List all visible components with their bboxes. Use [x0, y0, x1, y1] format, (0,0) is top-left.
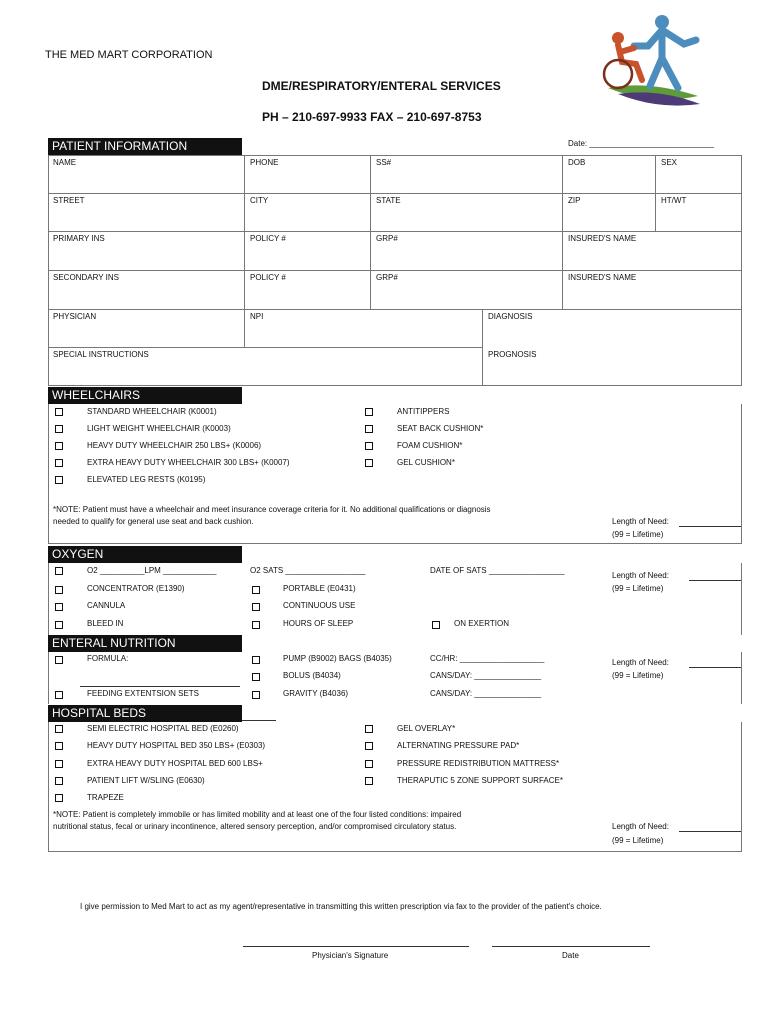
contact-line: PH – 210-697-9933 FAX – 210-697-8753 — [262, 110, 482, 124]
enteral-lifetime-note: (99 = Lifetime) — [612, 671, 664, 680]
wc-note-line1: *NOTE: Patient must have a wheelchair and meet insurance coverage criteria for it. No additional qualifications or diagnosis — [53, 505, 491, 514]
wc-leg-rests-label: ELEVATED LEG RESTS (K0195) — [87, 475, 206, 484]
o2-lpm-field[interactable]: O2 __________LPM ____________ — [87, 566, 217, 575]
dob-field[interactable]: DOB — [568, 158, 586, 167]
o2-exertion-checkbox[interactable] — [432, 621, 440, 629]
o2-sleep-label: HOURS OF SLEEP — [283, 619, 354, 628]
enteral-cans1-field[interactable]: CANS/DAY: _______________ — [430, 671, 542, 680]
wc-leg-rests-checkbox[interactable] — [55, 476, 63, 484]
signature-line[interactable] — [243, 946, 469, 947]
wc-standard-label: STANDARD WHEELCHAIR (K0001) — [87, 407, 217, 416]
beds-note-line1: *NOTE: Patient is completely immobile or has limited mobility and at least one of the four listed conditions: impaired — [53, 810, 462, 819]
o2-concentrator-label: CONCENTRATOR (E1390) — [87, 584, 185, 593]
wc-lifetime-note: (99 = Lifetime) — [612, 530, 664, 539]
bed-extra-heavy-label: EXTRA HEAVY DUTY HOSPITAL BED 600 LBS+ — [87, 759, 263, 768]
services-title: DME/RESPIRATORY/ENTERAL SERVICES — [262, 79, 501, 93]
primary-grp-field[interactable]: GRP# — [376, 234, 398, 243]
o2-bleed-label: BLEED IN — [87, 619, 124, 628]
enteral-cchr-field[interactable]: CC/HR: ___________________ — [430, 654, 545, 663]
bed-pressure-mattress-checkbox[interactable] — [365, 760, 373, 768]
wc-length-of-need: Length of Need: — [612, 517, 669, 526]
wc-gel-checkbox[interactable] — [365, 459, 373, 467]
diagnosis-field[interactable]: DIAGNOSIS — [488, 312, 533, 321]
special-instructions-field[interactable]: SPECIAL INSTRUCTIONS — [53, 350, 149, 359]
bed-semi-electric-label: SEMI ELECTRIC HOSPITAL BED (E0260) — [87, 724, 239, 733]
o2-bleed-checkbox[interactable] — [55, 621, 63, 629]
o2-continuous-checkbox[interactable] — [252, 603, 260, 611]
o2-cannula-label: CANNULA — [87, 601, 126, 610]
bed-trapeze-checkbox[interactable] — [55, 794, 63, 802]
enteral-formula-input[interactable] — [80, 686, 240, 687]
o2-exertion-label: ON EXERTION — [454, 619, 509, 628]
secondary-policy-field[interactable]: POLICY # — [250, 273, 286, 282]
wc-seat-back-checkbox[interactable] — [365, 425, 373, 433]
bed-alt-pressure-label: ALTERNATING PRESSURE PAD* — [397, 741, 520, 750]
o2-lpm-checkbox[interactable] — [55, 567, 63, 575]
wc-light-checkbox[interactable] — [55, 425, 63, 433]
o2-cannula-checkbox[interactable] — [55, 603, 63, 611]
o2-concentrator-checkbox[interactable] — [55, 586, 63, 594]
wc-heavy-label: HEAVY DUTY WHEELCHAIR 250 LBS+ (K0006) — [87, 441, 262, 450]
o2-length-input[interactable] — [689, 580, 741, 581]
primary-ins-field[interactable]: PRIMARY INS — [53, 234, 105, 243]
permission-statement: I give permission to Med Mart to act as my agent/representative in transmitting this written prescription via fax to the provider of the patient's choice. — [80, 902, 602, 911]
bed-5-zone-checkbox[interactable] — [365, 777, 373, 785]
beds-lifetime-note: (99 = Lifetime) — [612, 836, 664, 845]
zip-field[interactable]: ZIP — [568, 196, 581, 205]
wc-note-line2: needed to qualify for general use seat and back cushion. — [53, 517, 254, 526]
wc-standard-checkbox[interactable] — [55, 408, 63, 416]
enteral-feeding-checkbox[interactable] — [55, 691, 63, 699]
form-date-field[interactable]: Date: ____________________________ — [568, 139, 714, 148]
enteral-cans2-field[interactable]: CANS/DAY: _______________ — [430, 689, 542, 698]
enteral-gravity-label: GRAVITY (B4036) — [283, 689, 349, 698]
enteral-pump-checkbox[interactable] — [252, 656, 260, 664]
name-field[interactable]: NAME — [53, 158, 77, 167]
wc-light-label: LIGHT WEIGHT WHEELCHAIR (K0003) — [87, 424, 231, 433]
o2-sleep-checkbox[interactable] — [252, 621, 260, 629]
beds-note-line2: nutritional status, fecal or urinary incontinence, altered sensory perception, and/or compromised circulatory status. — [53, 822, 457, 831]
secondary-ins-field[interactable]: SECONDARY INS — [53, 273, 119, 282]
enteral-formula-checkbox[interactable] — [55, 656, 63, 664]
beds-length-of-need: Length of Need: — [612, 822, 669, 831]
enteral-feeding-label: FEEDING EXTENTSION SETS — [87, 689, 200, 698]
street-field[interactable]: STREET — [53, 196, 85, 205]
state-field[interactable]: STATE — [376, 196, 401, 205]
physician-field[interactable]: PHYSICIAN — [53, 312, 97, 321]
enteral-length-input[interactable] — [689, 667, 741, 668]
prognosis-field[interactable]: PROGNOSIS — [488, 350, 537, 359]
enteral-length-of-need: Length of Need: — [612, 658, 669, 667]
o2-continuous-label: CONTINUOUS USE — [283, 601, 356, 610]
wc-extra-heavy-checkbox[interactable] — [55, 459, 63, 467]
bed-gel-overlay-checkbox[interactable] — [365, 725, 373, 733]
o2-lifetime-note: (99 = Lifetime) — [612, 584, 664, 593]
bed-trapeze-label: TRAPEZE — [87, 793, 124, 802]
signature-label: Physician's Signature — [312, 951, 389, 960]
bed-semi-electric-checkbox[interactable] — [55, 725, 63, 733]
wc-gel-label: GEL CUSHION* — [397, 458, 455, 467]
wc-antitippers-label: ANTITIPPERS — [397, 407, 450, 416]
wheelchairs-header: WHEELCHAIRS — [48, 387, 242, 404]
bed-heavy-checkbox[interactable] — [55, 742, 63, 750]
wheelchair-helping-hand-logo — [588, 10, 706, 110]
signature-date-line[interactable] — [492, 946, 650, 947]
wc-seat-back-label: SEAT BACK CUSHION* — [397, 424, 484, 433]
enteral-gravity-checkbox[interactable] — [252, 691, 260, 699]
o2-portable-label: PORTABLE (E0431) — [283, 584, 356, 593]
bed-alt-pressure-checkbox[interactable] — [365, 742, 373, 750]
wc-extra-heavy-label: EXTRA HEAVY DUTY WHEELCHAIR 300 LBS+ (K0007) — [87, 458, 290, 467]
secondary-insured-field[interactable]: INSURED'S NAME — [568, 273, 637, 282]
wc-heavy-checkbox[interactable] — [55, 442, 63, 450]
npi-field[interactable]: NPI — [250, 312, 264, 321]
patient-info-header: PATIENT INFORMATION — [48, 138, 242, 155]
enteral-pump-label: PUMP (B9002) BAGS (B4035) — [283, 654, 392, 663]
secondary-grp-field[interactable]: GRP# — [376, 273, 398, 282]
wc-length-input[interactable] — [679, 526, 741, 527]
bed-heavy-label: HEAVY DUTY HOSPITAL BED 350 LBS+ (E0303) — [87, 741, 266, 750]
primary-insured-field[interactable]: INSURED'S NAME — [568, 234, 637, 243]
beds-header: HOSPITAL BEDS — [48, 705, 242, 722]
o2-portable-checkbox[interactable] — [252, 586, 260, 594]
bed-5-zone-label: THERAPUTIC 5 ZONE SUPPORT SURFACE* — [397, 776, 563, 785]
o2-sats-field[interactable]: O2 SATS __________________ — [250, 566, 366, 575]
bed-gel-overlay-label: GEL OVERLAY* — [397, 724, 456, 733]
enteral-formula-label: FORMULA: — [87, 654, 129, 663]
wc-foam-label: FOAM CUSHION* — [397, 441, 463, 450]
oxygen-header: OXYGEN — [48, 546, 242, 563]
wc-foam-checkbox[interactable] — [365, 442, 373, 450]
wc-antitippers-checkbox[interactable] — [365, 408, 373, 416]
phone-field[interactable]: PHONE — [250, 158, 279, 167]
bed-extra-heavy-checkbox[interactable] — [55, 760, 63, 768]
city-field[interactable]: CITY — [250, 196, 269, 205]
o2-length-of-need: Length of Need: — [612, 571, 669, 580]
enteral-bolus-label: BOLUS (B4034) — [283, 671, 341, 680]
sex-field[interactable]: SEX — [661, 158, 678, 167]
company-name: THE MED MART CORPORATION — [45, 49, 213, 61]
bed-pressure-mattress-label: PRESSURE REDISTRIBUTION MATTRESS* — [397, 759, 560, 768]
beds-length-input[interactable] — [679, 831, 741, 832]
o2-date-sats-field[interactable]: DATE OF SATS _________________ — [430, 566, 565, 575]
signature-date-label: Date — [562, 951, 579, 960]
bed-patient-lift-checkbox[interactable] — [55, 777, 63, 785]
ssn-field[interactable]: SS# — [376, 158, 392, 167]
bed-patient-lift-label: PATIENT LIFT W/SLING (E0630) — [87, 776, 205, 785]
primary-policy-field[interactable]: POLICY # — [250, 234, 286, 243]
height-weight-field[interactable]: HT/WT — [661, 196, 687, 205]
enteral-header: ENTERAL NUTRITION — [48, 635, 242, 652]
enteral-bolus-checkbox[interactable] — [252, 673, 260, 681]
